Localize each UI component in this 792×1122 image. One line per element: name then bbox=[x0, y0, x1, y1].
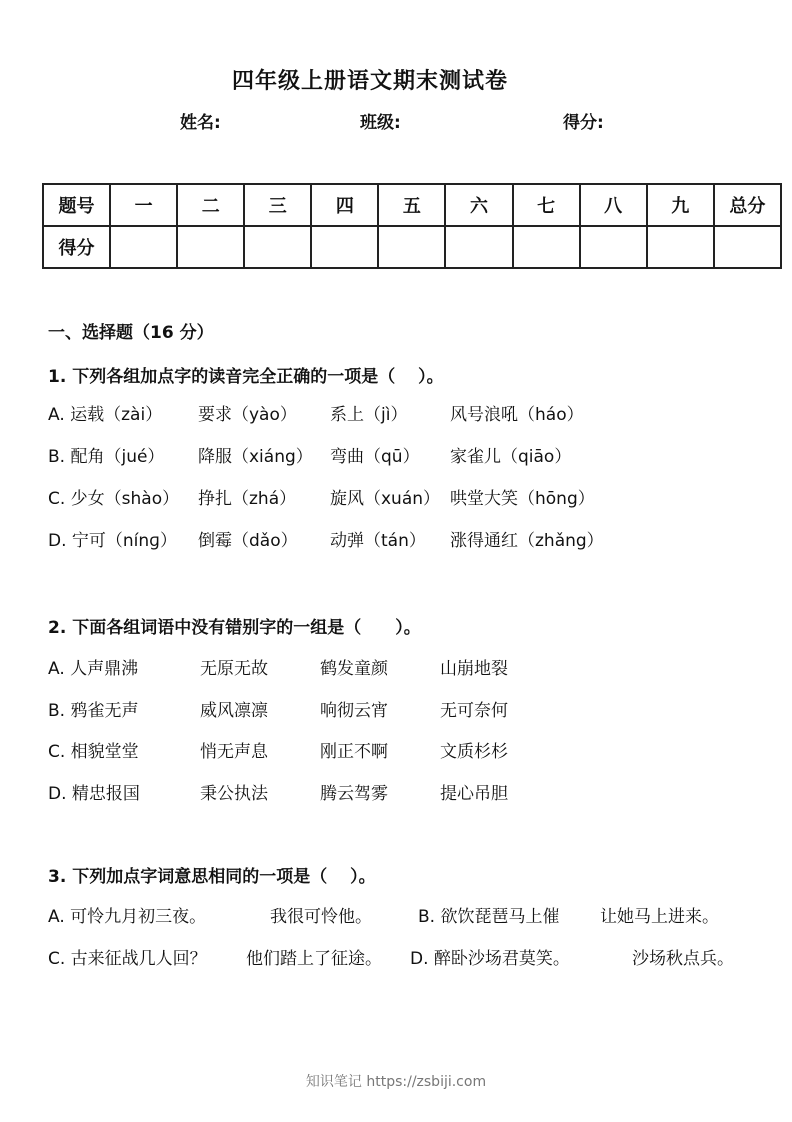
q3-item: 他们踏上了征途。 bbox=[246, 949, 382, 969]
q2-option-c bbox=[0, 737, 792, 762]
q1-option-item: 哄堂大笑（hōng） bbox=[450, 489, 595, 509]
q1-option-item: 家雀儿（qiāo） bbox=[450, 447, 572, 467]
score-row-label: 得分 bbox=[43, 226, 110, 268]
score-cell[interactable] bbox=[445, 226, 512, 268]
q2-option-item: 鹤发童颜 bbox=[320, 659, 388, 679]
q3-item: C. 古来征战几人回？ bbox=[48, 949, 207, 969]
q1-option-item: D. 宁可（nínɡ） bbox=[48, 531, 177, 551]
q3-line-1 bbox=[0, 902, 792, 927]
q3-item: B. 欲饮琵琶马上催 bbox=[418, 907, 560, 927]
q1-option-item: 系上（jì） bbox=[330, 405, 408, 425]
q1-option-c bbox=[0, 484, 792, 509]
q1-option-item: 动弹（tán） bbox=[330, 531, 426, 551]
score-table-header-cell: 九 bbox=[647, 184, 714, 226]
q2-option-item: 刚正不啊 bbox=[320, 742, 388, 762]
score-table-header-cell: 题号 bbox=[43, 184, 110, 226]
section-heading: 一、选择题（16 分） bbox=[48, 323, 214, 343]
q1-option-item: 倒霉（dǎo） bbox=[198, 531, 298, 551]
q1-option-item: 挣扎（zhá） bbox=[198, 489, 297, 509]
q2-option-item: 无可奈何 bbox=[440, 701, 508, 721]
q3-line-2 bbox=[0, 944, 792, 969]
score-table-header-cell: 三 bbox=[244, 184, 311, 226]
score-table-header-cell: 四 bbox=[311, 184, 378, 226]
q2-option-item: 悄无声息 bbox=[200, 742, 268, 762]
footer-watermark: 知识笔记 https://zsbiji.com bbox=[305, 1074, 487, 1090]
q2-option-item: 威风凛凛 bbox=[200, 701, 268, 721]
q3-item: 让她马上进来。 bbox=[600, 907, 719, 927]
score-field-label: 得分: bbox=[563, 113, 604, 133]
q2-option-item: 无原无故 bbox=[200, 659, 268, 679]
score-cell[interactable] bbox=[177, 226, 244, 268]
q2-option-item: A. 人声鼎沸 bbox=[48, 659, 139, 679]
q1-option-item: A. 运载（zài） bbox=[48, 405, 163, 425]
score-cell[interactable] bbox=[714, 226, 781, 268]
q1-option-item: C. 少女（shào） bbox=[48, 489, 180, 509]
score-cell[interactable] bbox=[378, 226, 445, 268]
q3-item: D. 醉卧沙场君莫笑。 bbox=[410, 949, 570, 969]
score-table bbox=[42, 183, 782, 269]
q2-option-item: 秉公执法 bbox=[200, 784, 268, 804]
class-field-label: 班级: bbox=[360, 113, 401, 133]
q1-option-item: 要求（yào） bbox=[198, 405, 297, 425]
score-table-header-cell: 七 bbox=[513, 184, 580, 226]
question-3-text: 3. 下列加点字词意思相同的一项是（ ）。 bbox=[48, 867, 376, 887]
score-cell[interactable] bbox=[311, 226, 378, 268]
q1-option-item: 涨得通红（zhǎng） bbox=[450, 531, 604, 551]
q2-option-item: D. 精忠报国 bbox=[48, 784, 140, 804]
q1-option-item: 旋风（xuán） bbox=[330, 489, 441, 509]
score-cell[interactable] bbox=[647, 226, 714, 268]
score-table-header-cell: 一 bbox=[110, 184, 177, 226]
q1-option-item: 降服（xiáng） bbox=[198, 447, 313, 467]
page-title: 四年级上册语文期末测试卷 bbox=[231, 69, 508, 94]
score-table-header-cell: 二 bbox=[177, 184, 244, 226]
q2-option-item: 腾云驾雾 bbox=[320, 784, 388, 804]
question-1-text: 1. 下列各组加点字的读音完全正确的一项是（ ）。 bbox=[48, 367, 444, 387]
score-cell[interactable] bbox=[513, 226, 580, 268]
q2-option-item: 文质杉杉 bbox=[440, 742, 508, 762]
q2-option-item: C. 相貌堂堂 bbox=[48, 742, 139, 762]
score-table-header-cell: 六 bbox=[445, 184, 512, 226]
score-table-header-cell: 八 bbox=[580, 184, 647, 226]
q1-option-b bbox=[0, 442, 792, 467]
q1-option-a bbox=[0, 400, 792, 425]
name-field-label: 姓名: bbox=[180, 113, 221, 133]
score-table-score-row bbox=[43, 226, 781, 268]
score-table-header-cell: 总分 bbox=[714, 184, 781, 226]
q3-item: 我很可怜他。 bbox=[270, 907, 372, 927]
q1-option-item: 弯曲（qū） bbox=[330, 447, 420, 467]
score-cell[interactable] bbox=[580, 226, 647, 268]
q1-option-item: B. 配角（jué） bbox=[48, 447, 165, 467]
score-table-header-cell: 五 bbox=[378, 184, 445, 226]
q2-option-item: 响彻云宵 bbox=[320, 701, 388, 721]
score-table-header-row bbox=[43, 184, 781, 226]
q2-option-d bbox=[0, 779, 792, 804]
q2-option-b bbox=[0, 696, 792, 721]
score-cell[interactable] bbox=[244, 226, 311, 268]
q1-option-d bbox=[0, 526, 792, 551]
q1-option-item: 风号浪吼（háo） bbox=[450, 405, 584, 425]
q2-option-item: 山崩地裂 bbox=[440, 659, 508, 679]
q3-item: 沙场秋点兵。 bbox=[632, 949, 734, 969]
score-cell[interactable] bbox=[110, 226, 177, 268]
question-2-text: 2. 下面各组词语中没有错别字的一组是（ ）。 bbox=[48, 618, 421, 638]
q2-option-a bbox=[0, 654, 792, 679]
q2-option-item: B. 鸦雀无声 bbox=[48, 701, 139, 721]
q3-item: A. 可怜九月初三夜。 bbox=[48, 907, 207, 927]
q2-option-item: 提心吊胆 bbox=[440, 784, 508, 804]
